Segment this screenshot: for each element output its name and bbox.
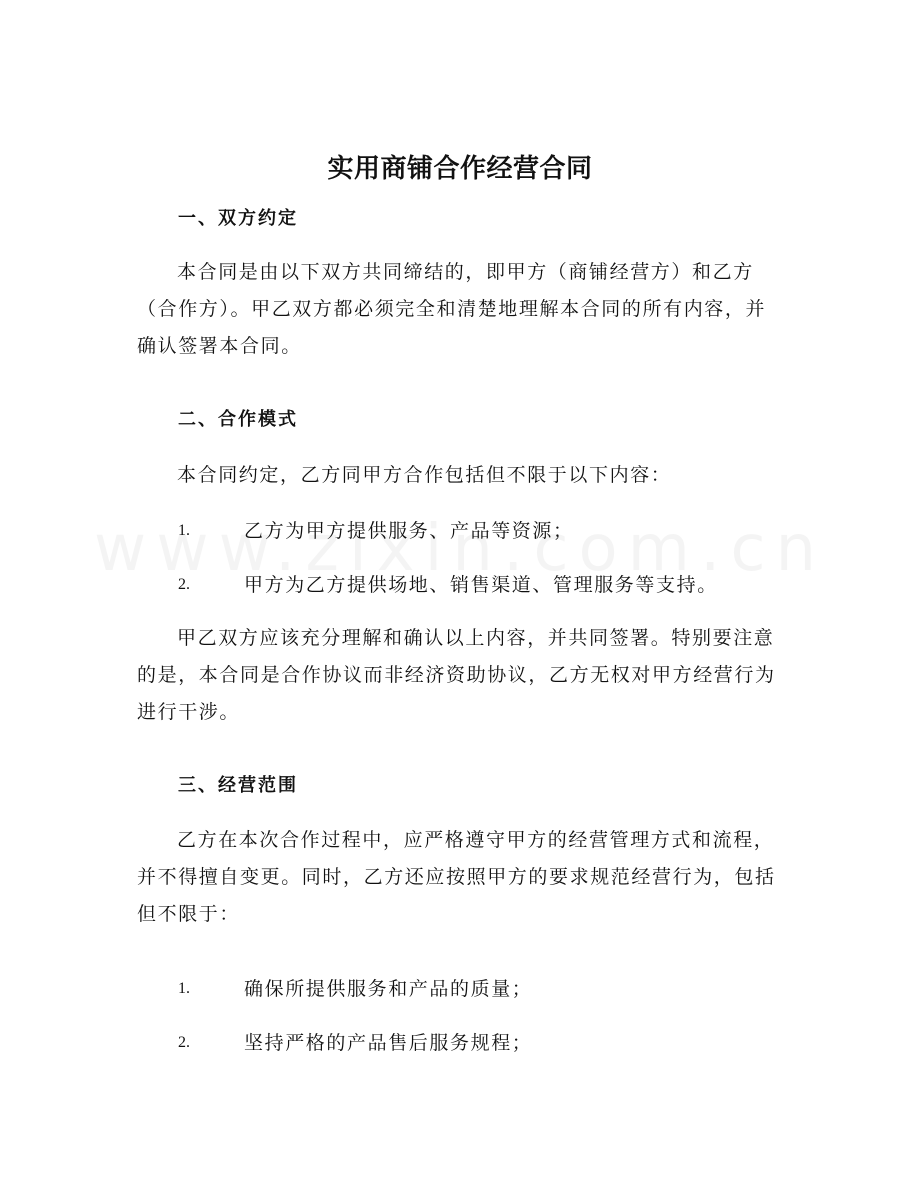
list-item-number: 2. [178, 1034, 190, 1051]
section-paragraph: 本合同是由以下双方共同缔结的，即甲方（商铺经营方）和乙方（合作方）。甲乙双方都必须完全和清楚地理解本合同的所有内容，并确认签署本合同。 [137, 261, 767, 357]
list-item-number: 2. [178, 576, 190, 593]
list-item-number: 1. [178, 522, 190, 539]
list-item-text: 乙方为甲方提供服务、产品等资源； [244, 520, 574, 542]
list-item-text: 坚持严格的产品售后服务规程； [244, 1032, 533, 1054]
list-item-text: 确保所提供服务和产品的质量； [244, 978, 533, 1000]
section-paragraph: 甲乙双方应该充分理解和确认以上内容，并共同签署。特别要注意的是，本合同是合作协议而非经济资助协议，乙方无权对甲方经营行为进行干涉。 [137, 627, 776, 723]
document-title: 实用商铺合作经营合同 [327, 154, 593, 184]
list-item-text: 甲方为乙方提供场地、销售渠道、管理服务等支持。 [244, 574, 718, 596]
section-paragraph: 本合同约定，乙方同甲方合作包括但不限于以下内容： [177, 464, 672, 486]
list-item-number: 1. [178, 980, 190, 997]
section-heading: 二、合作模式 [178, 409, 298, 430]
section-heading: 三、经营范围 [178, 775, 298, 796]
section-paragraph: 乙方在本次合作过程中，应严格遵守甲方的经营管理方式和流程，并不得擅自变更。同时，乙方还应按照甲方的要求规范经营行为，包括但不限于： [137, 829, 776, 925]
section-heading: 一、双方约定 [178, 208, 298, 229]
